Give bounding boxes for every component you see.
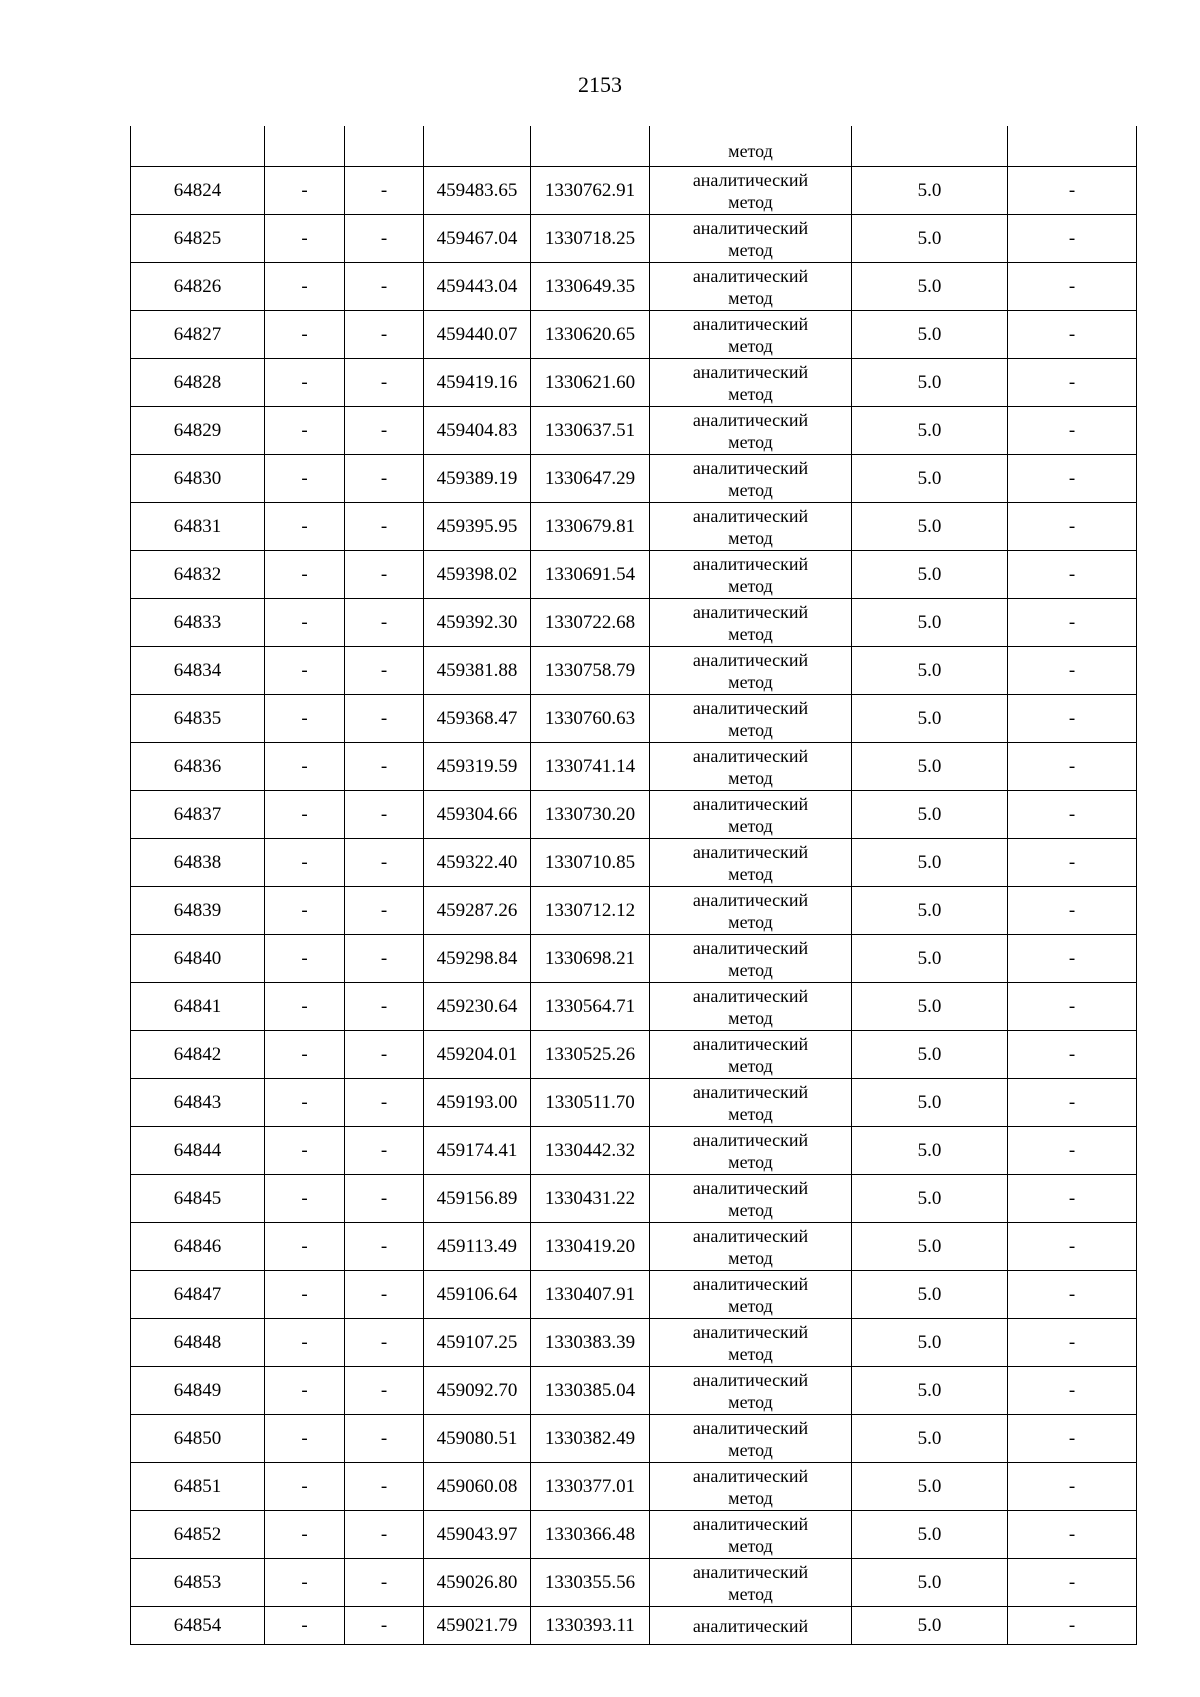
table-row bbox=[131, 887, 1137, 935]
cell-y: 1330366.48 bbox=[531, 1511, 650, 1559]
cell-method: аналитический метод bbox=[650, 1415, 852, 1463]
cell-method: аналитический метод bbox=[650, 551, 852, 599]
cell-c2: - bbox=[265, 887, 345, 935]
cell-x: 459304.66 bbox=[424, 791, 531, 839]
cell-c2 bbox=[265, 126, 345, 167]
cell-y: 1330355.56 bbox=[531, 1559, 650, 1607]
cell-c3: - bbox=[345, 647, 424, 695]
cell-c3: - bbox=[345, 1079, 424, 1127]
table-row bbox=[131, 791, 1137, 839]
cell-note: - bbox=[1008, 1031, 1137, 1079]
cell-x: 459467.04 bbox=[424, 215, 531, 263]
cell-c3: - bbox=[345, 599, 424, 647]
cell-method: аналитический метод bbox=[650, 647, 852, 695]
cell-c3: - bbox=[345, 791, 424, 839]
cell-c3: - bbox=[345, 311, 424, 359]
table-row bbox=[131, 1511, 1137, 1559]
cell-x: 459106.64 bbox=[424, 1271, 531, 1319]
table-row bbox=[131, 1175, 1137, 1223]
cell-c2: - bbox=[265, 1559, 345, 1607]
cell-id: 64854 bbox=[131, 1607, 265, 1645]
cell-y: 1330442.32 bbox=[531, 1127, 650, 1175]
cell-id: 64848 bbox=[131, 1319, 265, 1367]
cell-note: - bbox=[1008, 935, 1137, 983]
cell-note: - bbox=[1008, 407, 1137, 455]
cell-id: 64831 bbox=[131, 503, 265, 551]
cell-note: - bbox=[1008, 263, 1137, 311]
cell-note: - bbox=[1008, 1127, 1137, 1175]
cell-note: - bbox=[1008, 599, 1137, 647]
table-row bbox=[131, 1607, 1137, 1645]
cell-y: 1330730.20 bbox=[531, 791, 650, 839]
cell-method: аналитический метод bbox=[650, 935, 852, 983]
cell-accuracy: 5.0 bbox=[852, 791, 1008, 839]
cell-method: аналитический метод bbox=[650, 311, 852, 359]
table-row bbox=[131, 647, 1137, 695]
cell-c3: - bbox=[345, 887, 424, 935]
cell-x: 459204.01 bbox=[424, 1031, 531, 1079]
cell-y: 1330710.85 bbox=[531, 839, 650, 887]
table-row bbox=[131, 407, 1137, 455]
cell-id: 64825 bbox=[131, 215, 265, 263]
cell-id: 64829 bbox=[131, 407, 265, 455]
cell-method: аналитический метод bbox=[650, 1271, 852, 1319]
cell-id: 64852 bbox=[131, 1511, 265, 1559]
cell-c2: - bbox=[265, 503, 345, 551]
cell-x: 459060.08 bbox=[424, 1463, 531, 1511]
cell-accuracy: 5.0 bbox=[852, 1415, 1008, 1463]
cell-note: - bbox=[1008, 167, 1137, 215]
cell-x: 459443.04 bbox=[424, 263, 531, 311]
cell-x: 459287.26 bbox=[424, 887, 531, 935]
cell-note: - bbox=[1008, 359, 1137, 407]
table-row bbox=[131, 215, 1137, 263]
cell-c3: - bbox=[345, 1175, 424, 1223]
cell-method: аналитический метод bbox=[650, 215, 852, 263]
cell-note: - bbox=[1008, 1271, 1137, 1319]
table-row bbox=[131, 1559, 1137, 1607]
cell-x: 459440.07 bbox=[424, 311, 531, 359]
cell-method: аналитический метод bbox=[650, 1559, 852, 1607]
cell-accuracy: 5.0 bbox=[852, 887, 1008, 935]
cell-note: - bbox=[1008, 551, 1137, 599]
cell-x: 459404.83 bbox=[424, 407, 531, 455]
cell-note: - bbox=[1008, 455, 1137, 503]
cell-x: 459395.95 bbox=[424, 503, 531, 551]
cell-method: аналитический метод bbox=[650, 167, 852, 215]
cell-c3: - bbox=[345, 1319, 424, 1367]
cell-id: 64837 bbox=[131, 791, 265, 839]
cell-accuracy: 5.0 bbox=[852, 311, 1008, 359]
cell-c2: - bbox=[265, 1367, 345, 1415]
cell-c3: - bbox=[345, 1559, 424, 1607]
cell-c2: - bbox=[265, 599, 345, 647]
cell-x: 459398.02 bbox=[424, 551, 531, 599]
cell-x: 459419.16 bbox=[424, 359, 531, 407]
cell-c3: - bbox=[345, 1367, 424, 1415]
cell-method: аналитический метод bbox=[650, 839, 852, 887]
cell-c2: - bbox=[265, 263, 345, 311]
cell-id: 64834 bbox=[131, 647, 265, 695]
cell-accuracy: 5.0 bbox=[852, 1559, 1008, 1607]
cell-note: - bbox=[1008, 1559, 1137, 1607]
cell-y bbox=[531, 126, 650, 167]
cell-x: 459319.59 bbox=[424, 743, 531, 791]
table-row bbox=[131, 1367, 1137, 1415]
cell-y: 1330691.54 bbox=[531, 551, 650, 599]
table-row bbox=[131, 1031, 1137, 1079]
cell-c3: - bbox=[345, 1607, 424, 1645]
cell-id bbox=[131, 126, 265, 167]
cell-method: аналитический метод bbox=[650, 1367, 852, 1415]
cell-method: аналитический метод bbox=[650, 1127, 852, 1175]
cell-c3: - bbox=[345, 167, 424, 215]
cell-y: 1330511.70 bbox=[531, 1079, 650, 1127]
cell-id: 64830 bbox=[131, 455, 265, 503]
cell-id: 64850 bbox=[131, 1415, 265, 1463]
cell-y: 1330564.71 bbox=[531, 983, 650, 1031]
cell-x: 459043.97 bbox=[424, 1511, 531, 1559]
cell-id: 64846 bbox=[131, 1223, 265, 1271]
cell-c3: - bbox=[345, 1127, 424, 1175]
cell-c3: - bbox=[345, 359, 424, 407]
cell-method: аналитический метод bbox=[650, 359, 852, 407]
cell-id: 64839 bbox=[131, 887, 265, 935]
cell-c2: - bbox=[265, 983, 345, 1031]
cell-c3: - bbox=[345, 263, 424, 311]
cell-y: 1330649.35 bbox=[531, 263, 650, 311]
cell-x: 459080.51 bbox=[424, 1415, 531, 1463]
cell-note: - bbox=[1008, 791, 1137, 839]
cell-y: 1330741.14 bbox=[531, 743, 650, 791]
cell-id: 64835 bbox=[131, 695, 265, 743]
cell-c2: - bbox=[265, 1511, 345, 1559]
cell-c3: - bbox=[345, 1271, 424, 1319]
table-row bbox=[131, 599, 1137, 647]
cell-y: 1330407.91 bbox=[531, 1271, 650, 1319]
cell-x: 459174.41 bbox=[424, 1127, 531, 1175]
cell-y: 1330718.25 bbox=[531, 215, 650, 263]
cell-x: 459298.84 bbox=[424, 935, 531, 983]
cell-accuracy: 5.0 bbox=[852, 1031, 1008, 1079]
cell-c2: - bbox=[265, 743, 345, 791]
cell-x: 459322.40 bbox=[424, 839, 531, 887]
cell-id: 64844 bbox=[131, 1127, 265, 1175]
cell-x: 459113.49 bbox=[424, 1223, 531, 1271]
cell-method: аналитический метод bbox=[650, 695, 852, 743]
coordinates-table bbox=[130, 126, 1137, 1645]
cell-accuracy: 5.0 bbox=[852, 1607, 1008, 1645]
cell-accuracy: 5.0 bbox=[852, 599, 1008, 647]
cell-note: - bbox=[1008, 1367, 1137, 1415]
cell-note: - bbox=[1008, 983, 1137, 1031]
cell-accuracy: 5.0 bbox=[852, 695, 1008, 743]
cell-note: - bbox=[1008, 1079, 1137, 1127]
cell-accuracy: 5.0 bbox=[852, 359, 1008, 407]
cell-id: 64828 bbox=[131, 359, 265, 407]
table-row bbox=[131, 1319, 1137, 1367]
cell-y: 1330393.11 bbox=[531, 1607, 650, 1645]
cell-id: 64833 bbox=[131, 599, 265, 647]
cell-c2: - bbox=[265, 1319, 345, 1367]
table-row bbox=[131, 167, 1137, 215]
cell-note: - bbox=[1008, 743, 1137, 791]
cell-y: 1330637.51 bbox=[531, 407, 650, 455]
cell-c2: - bbox=[265, 1127, 345, 1175]
cell-method: аналитический метод bbox=[650, 455, 852, 503]
table-row bbox=[131, 1271, 1137, 1319]
cell-accuracy: 5.0 bbox=[852, 935, 1008, 983]
cell-method: аналитический метод bbox=[650, 503, 852, 551]
cell-id: 64832 bbox=[131, 551, 265, 599]
cell-y: 1330431.22 bbox=[531, 1175, 650, 1223]
cell-method: аналитический метод bbox=[650, 983, 852, 1031]
cell-x: 459392.30 bbox=[424, 599, 531, 647]
cell-c3: - bbox=[345, 743, 424, 791]
cell-accuracy: 5.0 bbox=[852, 743, 1008, 791]
cell-c2: - bbox=[265, 1607, 345, 1645]
cell-c2: - bbox=[265, 215, 345, 263]
cell-method: аналитический метод bbox=[650, 1175, 852, 1223]
cell-accuracy: 5.0 bbox=[852, 1175, 1008, 1223]
cell-note: - bbox=[1008, 1511, 1137, 1559]
cell-c3: - bbox=[345, 1415, 424, 1463]
cell-c3: - bbox=[345, 407, 424, 455]
cell-c2: - bbox=[265, 1223, 345, 1271]
cell-x: 459156.89 bbox=[424, 1175, 531, 1223]
cell-y: 1330377.01 bbox=[531, 1463, 650, 1511]
cell-c3: - bbox=[345, 551, 424, 599]
cell-id: 64842 bbox=[131, 1031, 265, 1079]
cell-note bbox=[1008, 126, 1137, 167]
cell-c3: - bbox=[345, 1031, 424, 1079]
table-row bbox=[131, 503, 1137, 551]
cell-c3: - bbox=[345, 215, 424, 263]
cell-note: - bbox=[1008, 839, 1137, 887]
cell-method: аналитический bbox=[650, 1607, 852, 1645]
cell-x: 459026.80 bbox=[424, 1559, 531, 1607]
cell-y: 1330525.26 bbox=[531, 1031, 650, 1079]
table-body bbox=[131, 126, 1137, 1645]
cell-method: аналитический метод bbox=[650, 1079, 852, 1127]
table-row bbox=[131, 695, 1137, 743]
cell-c2: - bbox=[265, 695, 345, 743]
cell-id: 64845 bbox=[131, 1175, 265, 1223]
cell-method: аналитический метод bbox=[650, 1223, 852, 1271]
cell-x: 459381.88 bbox=[424, 647, 531, 695]
cell-method: аналитический метод bbox=[650, 743, 852, 791]
cell-c2: - bbox=[265, 1079, 345, 1127]
table-row bbox=[131, 551, 1137, 599]
cell-c2: - bbox=[265, 455, 345, 503]
cell-accuracy: 5.0 bbox=[852, 1079, 1008, 1127]
cell-x: 459193.00 bbox=[424, 1079, 531, 1127]
table-row bbox=[131, 311, 1137, 359]
table-row bbox=[131, 1415, 1137, 1463]
cell-id: 64843 bbox=[131, 1079, 265, 1127]
cell-id: 64827 bbox=[131, 311, 265, 359]
cell-y: 1330647.29 bbox=[531, 455, 650, 503]
cell-accuracy: 5.0 bbox=[852, 1367, 1008, 1415]
cell-y: 1330712.12 bbox=[531, 887, 650, 935]
cell-c2: - bbox=[265, 1271, 345, 1319]
cell-y: 1330621.60 bbox=[531, 359, 650, 407]
cell-method: аналитический метод bbox=[650, 791, 852, 839]
cell-accuracy: 5.0 bbox=[852, 263, 1008, 311]
cell-c2: - bbox=[265, 1463, 345, 1511]
cell-note: - bbox=[1008, 887, 1137, 935]
cell-note: - bbox=[1008, 1223, 1137, 1271]
cell-x: 459368.47 bbox=[424, 695, 531, 743]
cell-id: 64840 bbox=[131, 935, 265, 983]
cell-accuracy: 5.0 bbox=[852, 1271, 1008, 1319]
cell-c3: - bbox=[345, 1463, 424, 1511]
cell-c2: - bbox=[265, 1031, 345, 1079]
cell-c2: - bbox=[265, 407, 345, 455]
cell-note: - bbox=[1008, 695, 1137, 743]
table-row bbox=[131, 359, 1137, 407]
cell-accuracy: 5.0 bbox=[852, 647, 1008, 695]
cell-method: метод bbox=[650, 126, 852, 167]
cell-y: 1330382.49 bbox=[531, 1415, 650, 1463]
cell-accuracy: 5.0 bbox=[852, 503, 1008, 551]
cell-c3: - bbox=[345, 983, 424, 1031]
cell-c3: - bbox=[345, 839, 424, 887]
cell-note: - bbox=[1008, 1607, 1137, 1645]
table-row bbox=[131, 935, 1137, 983]
cell-c3: - bbox=[345, 1511, 424, 1559]
cell-c2: - bbox=[265, 1415, 345, 1463]
cell-x: 459021.79 bbox=[424, 1607, 531, 1645]
cell-accuracy: 5.0 bbox=[852, 167, 1008, 215]
cell-y: 1330383.39 bbox=[531, 1319, 650, 1367]
cell-accuracy: 5.0 bbox=[852, 215, 1008, 263]
cell-c2: - bbox=[265, 791, 345, 839]
cell-accuracy: 5.0 bbox=[852, 1127, 1008, 1175]
cell-y: 1330722.68 bbox=[531, 599, 650, 647]
table-row bbox=[131, 1463, 1137, 1511]
cell-id: 64836 bbox=[131, 743, 265, 791]
cell-c2: - bbox=[265, 935, 345, 983]
cell-c2: - bbox=[265, 311, 345, 359]
cell-method: аналитический метод bbox=[650, 1463, 852, 1511]
cell-c3: - bbox=[345, 935, 424, 983]
table-row bbox=[131, 1223, 1137, 1271]
cell-note: - bbox=[1008, 1319, 1137, 1367]
cell-y: 1330679.81 bbox=[531, 503, 650, 551]
cell-note: - bbox=[1008, 1415, 1137, 1463]
table-row bbox=[131, 743, 1137, 791]
cell-note: - bbox=[1008, 1463, 1137, 1511]
cell-y: 1330620.65 bbox=[531, 311, 650, 359]
table-row bbox=[131, 983, 1137, 1031]
cell-x: 459107.25 bbox=[424, 1319, 531, 1367]
cell-accuracy: 5.0 bbox=[852, 1463, 1008, 1511]
cell-id: 64851 bbox=[131, 1463, 265, 1511]
cell-id: 64847 bbox=[131, 1271, 265, 1319]
cell-accuracy: 5.0 bbox=[852, 1319, 1008, 1367]
cell-method: аналитический метод bbox=[650, 1031, 852, 1079]
cell-accuracy bbox=[852, 126, 1008, 167]
cell-id: 64849 bbox=[131, 1367, 265, 1415]
table-row bbox=[131, 839, 1137, 887]
cell-y: 1330760.63 bbox=[531, 695, 650, 743]
cell-note: - bbox=[1008, 1175, 1137, 1223]
page-number: 2153 bbox=[578, 72, 622, 97]
cell-id: 64853 bbox=[131, 1559, 265, 1607]
cell-x: 459230.64 bbox=[424, 983, 531, 1031]
cell-method: аналитический метод bbox=[650, 887, 852, 935]
cell-c3: - bbox=[345, 1223, 424, 1271]
cell-y: 1330419.20 bbox=[531, 1223, 650, 1271]
cell-id: 64838 bbox=[131, 839, 265, 887]
table-row bbox=[131, 455, 1137, 503]
cell-method: аналитический метод bbox=[650, 1511, 852, 1559]
cell-method: аналитический метод bbox=[650, 407, 852, 455]
cell-c2: - bbox=[265, 359, 345, 407]
cell-c2: - bbox=[265, 1175, 345, 1223]
table-row bbox=[131, 1079, 1137, 1127]
cell-x: 459389.19 bbox=[424, 455, 531, 503]
cell-note: - bbox=[1008, 311, 1137, 359]
cell-y: 1330385.04 bbox=[531, 1367, 650, 1415]
cell-accuracy: 5.0 bbox=[852, 1511, 1008, 1559]
continued-row bbox=[131, 126, 1137, 167]
cell-note: - bbox=[1008, 215, 1137, 263]
cell-accuracy: 5.0 bbox=[852, 455, 1008, 503]
cell-c2: - bbox=[265, 551, 345, 599]
cell-note: - bbox=[1008, 503, 1137, 551]
cell-accuracy: 5.0 bbox=[852, 1223, 1008, 1271]
cell-note: - bbox=[1008, 647, 1137, 695]
cell-method: аналитический метод bbox=[650, 599, 852, 647]
cell-x: 459092.70 bbox=[424, 1367, 531, 1415]
cell-c2: - bbox=[265, 167, 345, 215]
cell-accuracy: 5.0 bbox=[852, 983, 1008, 1031]
cell-id: 64824 bbox=[131, 167, 265, 215]
cell-method: аналитический метод bbox=[650, 1319, 852, 1367]
cell-id: 64841 bbox=[131, 983, 265, 1031]
cell-accuracy: 5.0 bbox=[852, 551, 1008, 599]
cell-id: 64826 bbox=[131, 263, 265, 311]
cell-x bbox=[424, 126, 531, 167]
cell-x: 459483.65 bbox=[424, 167, 531, 215]
cell-y: 1330758.79 bbox=[531, 647, 650, 695]
cell-c3: - bbox=[345, 503, 424, 551]
cell-y: 1330698.21 bbox=[531, 935, 650, 983]
cell-y: 1330762.91 bbox=[531, 167, 650, 215]
cell-method: аналитический метод bbox=[650, 263, 852, 311]
cell-c2: - bbox=[265, 839, 345, 887]
table-row bbox=[131, 263, 1137, 311]
cell-accuracy: 5.0 bbox=[852, 839, 1008, 887]
table-row bbox=[131, 1127, 1137, 1175]
cell-accuracy: 5.0 bbox=[852, 407, 1008, 455]
cell-c3: - bbox=[345, 695, 424, 743]
cell-c3: - bbox=[345, 455, 424, 503]
cell-c2: - bbox=[265, 647, 345, 695]
cell-c3 bbox=[345, 126, 424, 167]
